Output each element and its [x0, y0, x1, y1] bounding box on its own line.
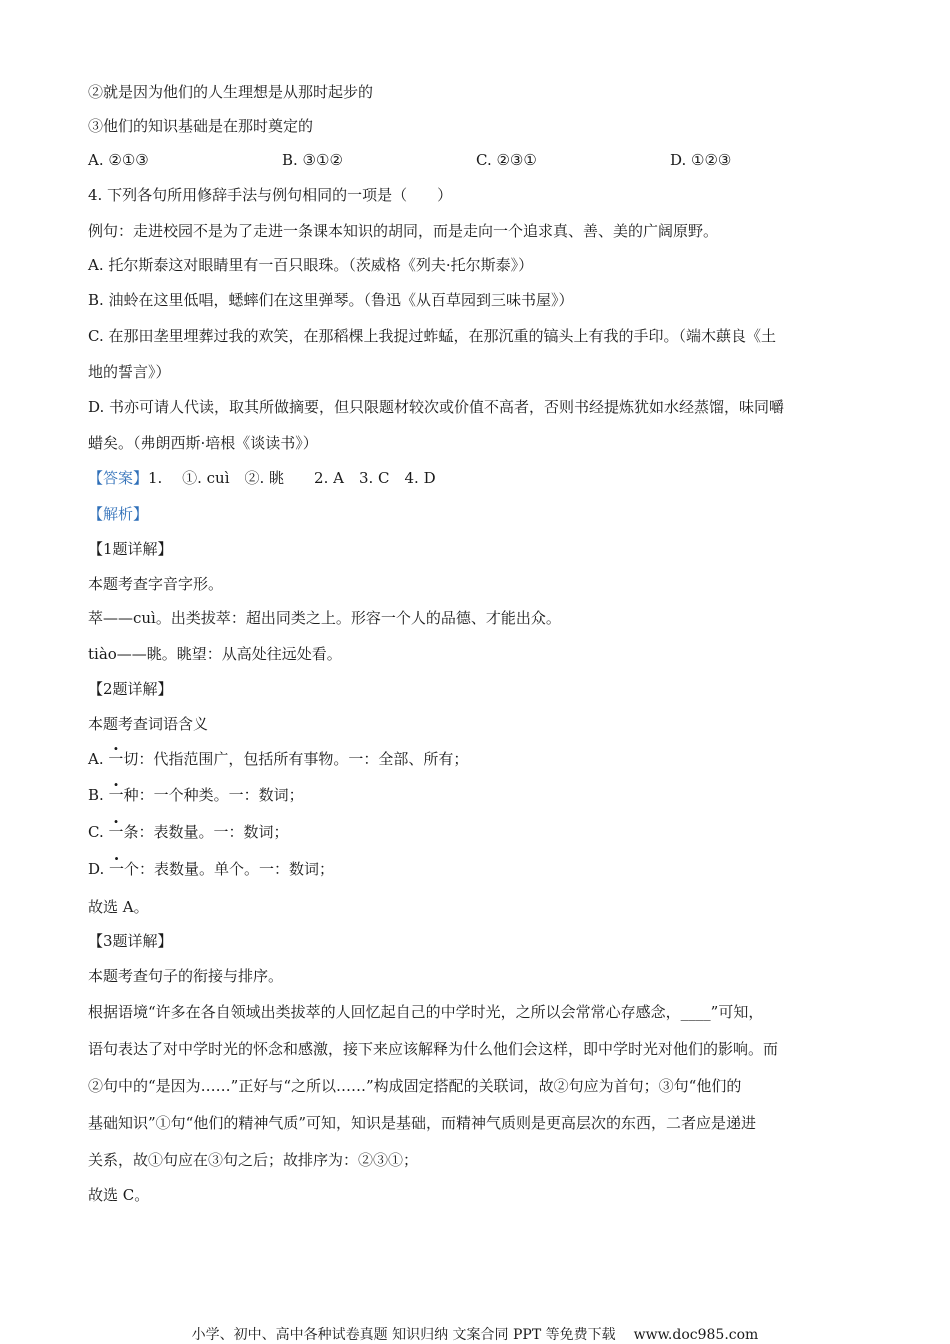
- detail-1-line-1: 萃——cuì。出类拔萃：超出同类之上。形容一个人的品德、才能出众。: [88, 609, 561, 627]
- detail-1-line-2: tiào——眺。眺望：从高处往远处看。: [88, 645, 342, 663]
- answer-line: [88, 468, 436, 488]
- analysis-label: 【解析】: [88, 505, 149, 523]
- page-footer: [0, 1324, 950, 1344]
- detail-3-heading: 【3题详解】: [88, 932, 173, 950]
- option-text: 种：一个种类。一：数词；: [123, 786, 304, 804]
- option-text: 个：表数量。单个。一：数词；: [124, 860, 335, 878]
- q4-stem: 4. 下列各句所用修辞手法与例句相同的一项是（ ）: [88, 186, 453, 204]
- footer-text: 小学、初中、高中各种试卷真题 知识归纳 文案合同 PPT 等免费下载: [191, 1327, 616, 1343]
- footer-link[interactable]: www.doc985.com: [633, 1327, 759, 1343]
- option-text: 条：表数量。一：数词；: [123, 823, 289, 841]
- option-prefix: C.: [88, 823, 109, 841]
- detail-3-para-line-5: 关系，故①句应在③句之后；故排序为：②③①；: [88, 1151, 419, 1169]
- q4-option-c-line1: C. 在那田垄里埋葬过我的欢笑，在那稻棵上我捉过蚱蜢，在那沉重的镐头上有我的手印。（端木蕻良《土: [88, 327, 776, 345]
- emphasis-char: 一: [108, 786, 124, 804]
- q3-sentence-2: ②就是因为他们的人生理想是从那时起步的: [88, 83, 374, 101]
- q3-choice-b: B. ③①②: [282, 151, 343, 169]
- option-prefix: B.: [88, 786, 109, 804]
- detail-2-heading: 【2题详解】: [88, 680, 173, 698]
- detail-2-conclusion: 故选 A。: [88, 898, 149, 916]
- emphasis-char: 一: [108, 823, 124, 841]
- answer-label: 【答案】: [88, 469, 149, 487]
- q3-choice-a: A. ②①③: [88, 151, 149, 169]
- detail-3-para-line-4: 基础知识”①句“他们的精神气质”可知，知识是基础，而精神气质则是更高层次的东西，二者应是递进: [88, 1114, 757, 1132]
- q4-option-d-line2: 蜡矣。（弗朗西斯·培根《谈读书》）: [88, 434, 318, 452]
- detail-2-option-b: [88, 785, 304, 805]
- option-text: 切：代指范围广，包括所有事物。一：全部、所有；: [123, 750, 469, 768]
- detail-2-option-d: [88, 859, 334, 879]
- detail-3-para-line-3: ②句中的“是因为……”正好与“之所以……”构成固定搭配的关联词，故②句应为首句；③句“他们的: [88, 1077, 742, 1095]
- detail-3-intro: 本题考查句子的衔接与排序。: [88, 967, 284, 985]
- option-prefix: D.: [88, 860, 110, 878]
- emphasis-char: 一: [109, 860, 125, 878]
- detail-2-intro: 本题考查词语含义: [88, 715, 209, 733]
- detail-3-para-line-1: 根据语境“许多在各自领域出类拔萃的人回忆起自己的中学时光，之所以会常常心存感念，____”可知，: [88, 1003, 764, 1021]
- option-prefix: A.: [88, 750, 109, 768]
- q4-example: 例句：走进校园不是为了走进一条课本知识的胡同，而是走向一个追求真、善、美的广阔原野。: [88, 222, 719, 240]
- q4-option-b: B. 油蛉在这里低唱，蟋蟀们在这里弹琴。（鲁迅《从百草园到三味书屋》）: [88, 291, 574, 309]
- q3-choice-c: C. ②③①: [476, 151, 537, 169]
- detail-2-option-a: [88, 749, 468, 769]
- q4-option-a: A. 托尔斯泰这对眼睛里有一百只眼珠。（茨威格《列夫·托尔斯泰》）: [88, 256, 534, 274]
- q4-option-d-line1: D. 书亦可请人代读，取其所做摘要，但只限题材较次或价值不高者，否则书经提炼犹如水经蒸馏，味同嚼: [88, 398, 785, 416]
- q3-sentence-3: ③他们的知识基础是在那时奠定的: [88, 117, 314, 135]
- q4-option-c-line2: 地的誓言》）: [88, 363, 171, 381]
- detail-3-para-line-2: 语句表达了对中学时光的怀念和感激，接下来应该解释为什么他们会这样，即中学时光对他们的影响。而: [88, 1040, 779, 1058]
- detail-1-intro: 本题考查字音字形。: [88, 575, 224, 593]
- answer-text: 1. ①. cuì ②. 眺 2. A 3. C 4. D: [148, 469, 436, 487]
- q3-choice-d: D. ①②③: [670, 151, 732, 169]
- detail-1-heading: 【1题详解】: [88, 540, 173, 558]
- detail-2-option-c: [88, 822, 289, 842]
- detail-3-conclusion: 故选 C。: [88, 1186, 150, 1204]
- emphasis-char: 一: [108, 750, 124, 768]
